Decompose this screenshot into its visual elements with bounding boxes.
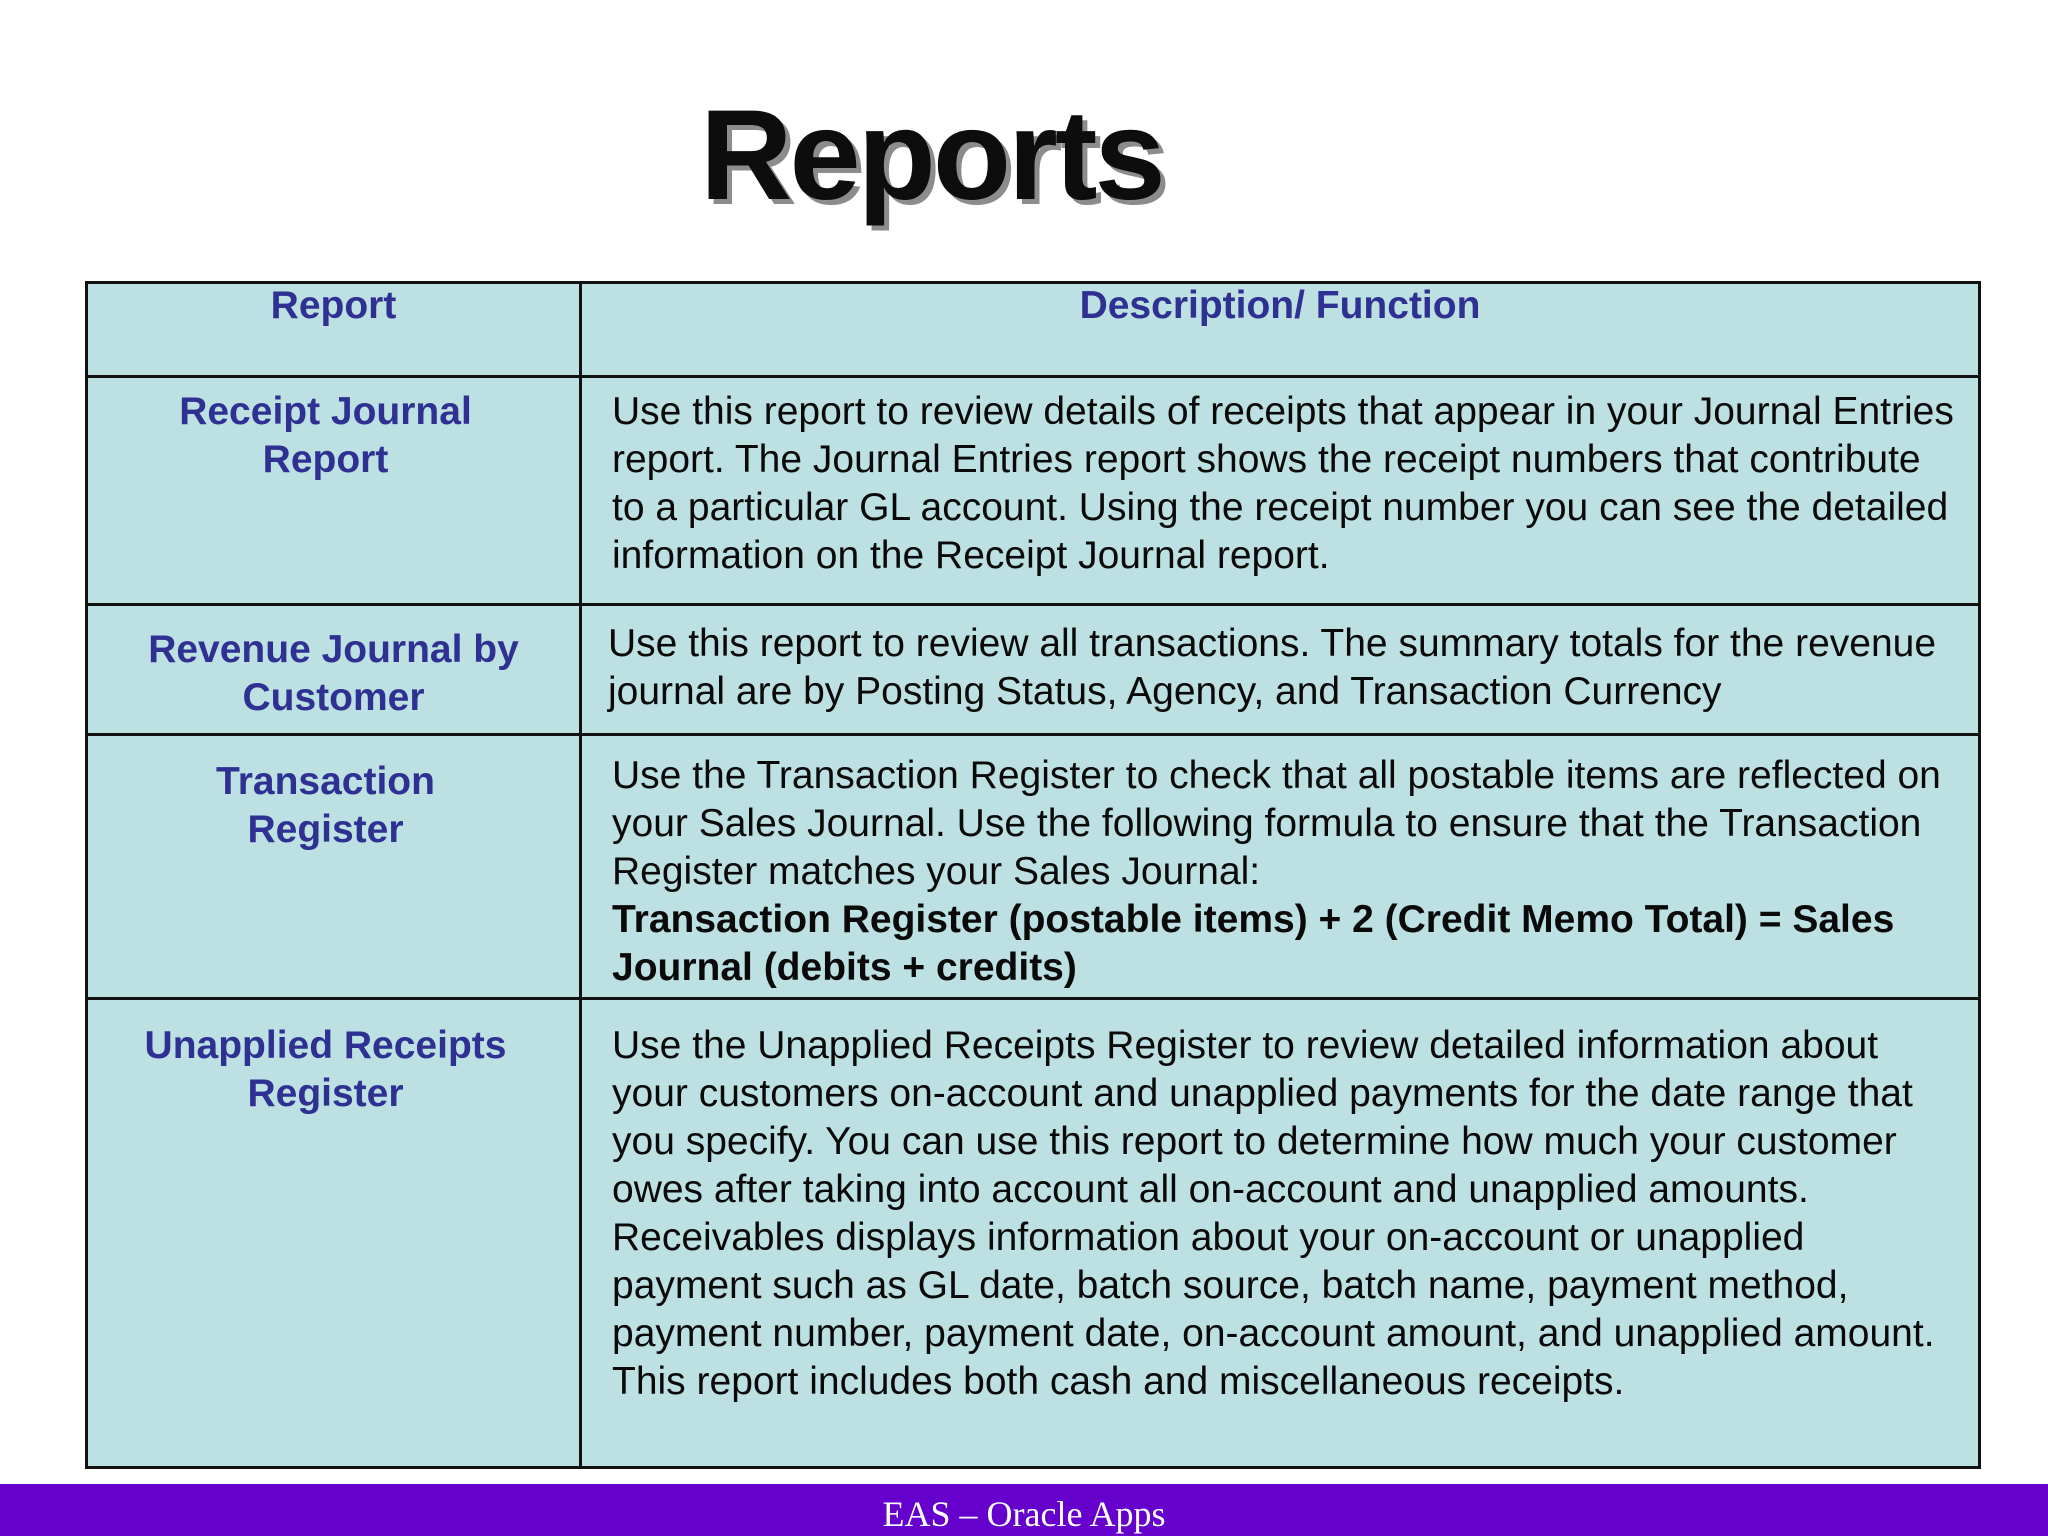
report-formula: Transaction Register (postable items) + 2 (Credit Memo Total) = Sales Journal (debits + credits) [612, 898, 1895, 989]
table-row [87, 605, 1980, 735]
report-description: Use the Unapplied Receipts Register to review detailed information about your customers on-account and unapplied payments for the date range that you specify. You can use this report to determine how much your customer owes after taking into account all on-account and unapplied amounts. Receivables displays information about your on-account or unapplied payment such as GL date, batch source, batch name, payment method, payment number, payment date, on-account amount, and unapplied amount. This report includes both cash and miscellaneous receipts. [612, 1024, 1935, 1403]
table-row [87, 999, 1980, 1468]
table-row [87, 377, 1980, 605]
report-description: Use this report to review details of receipts that appear in your Journal Entries report. The Journal Entries report shows the receipt numbers that contribute to a particular GL account. Using the receipt number you can see the detailed information on the Receipt Journal report. [612, 390, 1954, 577]
report-name-cell [87, 735, 581, 999]
footer-bar [0, 1484, 2048, 1536]
report-name-cell [87, 605, 581, 735]
report-description-cell [581, 735, 1980, 999]
report-name-line: Register [247, 1072, 404, 1115]
report-name-line: Customer [242, 676, 425, 719]
report-description-cell [581, 377, 1980, 605]
column-header-report: Report [87, 283, 581, 377]
table-row [87, 735, 1980, 999]
report-name-line: Register [247, 808, 404, 851]
report-description: Use the Transaction Register to check that all postable items are reflected on your Sales Journal. Use the following formula to ensure that the Transaction Register matches your Sales Journal: [612, 754, 1941, 893]
report-name-line: Revenue Journal by [148, 628, 519, 671]
report-description: Use this report to review all transactions. The summary totals for the revenue journal are by Posting Status, Agency, and Transaction Currency [608, 622, 1937, 713]
report-name-line: Receipt Journal [179, 390, 472, 433]
report-name-line: Unapplied Receipts [144, 1024, 507, 1067]
column-header-description: Description/ Function [581, 283, 1980, 377]
report-description-cell [581, 999, 1980, 1468]
report-description-cell [581, 605, 1980, 735]
report-name-cell [87, 377, 581, 605]
footer-text: EAS – Oracle Apps [882, 1494, 1166, 1534]
table-header-row [87, 283, 1980, 377]
reports-table [85, 281, 1981, 1469]
report-name-line: Transaction [216, 760, 435, 803]
report-name-cell [87, 999, 581, 1468]
report-name-line: Report [262, 438, 389, 481]
slide-title: Reports [700, 84, 1163, 227]
